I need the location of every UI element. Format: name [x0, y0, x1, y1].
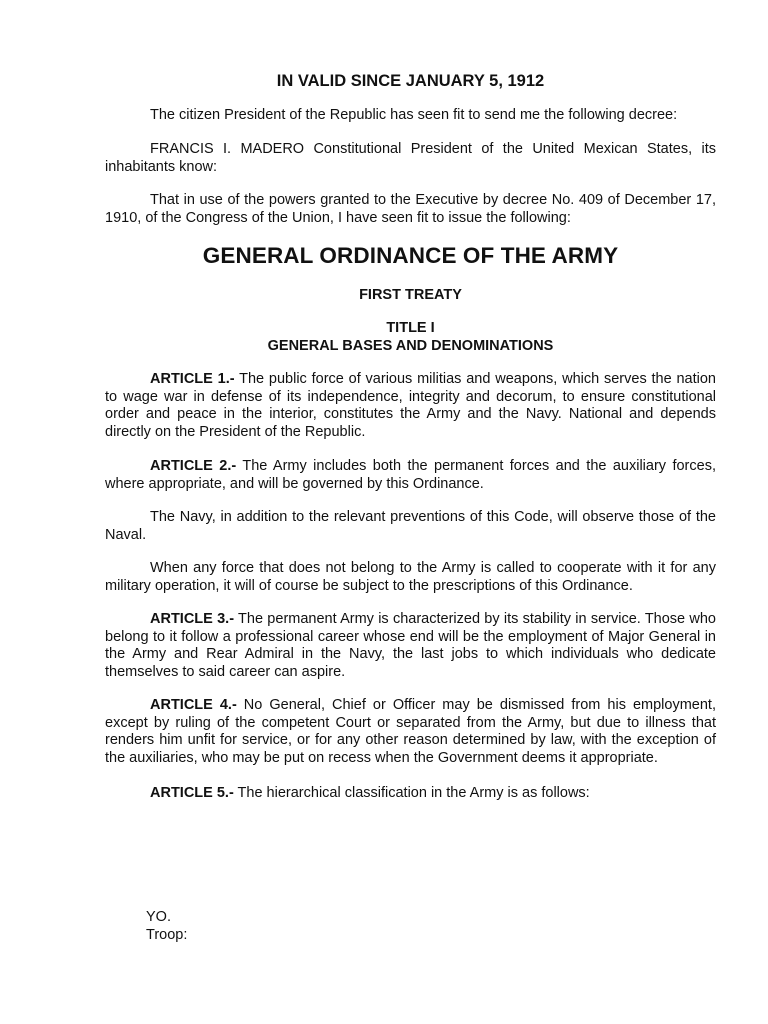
preamble-paragraph-1: The citizen President of the Republic has seen fit to send me the following decree: — [150, 107, 678, 123]
article-2-text: The Army includes both the permanent forces and the auxiliary forces, where appropriate, and will be governed by this Ordinance. — [105, 458, 716, 492]
article-2-label: ARTICLE 2.- — [150, 458, 237, 474]
article-1-text: The public force of various militias and weapons, which serves the nation to wage war in defense of its independence, integrity and decorum, to ensure constitutional order and peace in the interior, constitutes the Army and the Navy. National and depends directly on the President of the Republic. — [105, 371, 716, 440]
title-heading — [105, 320, 716, 355]
yo-line: YO. — [146, 909, 171, 925]
article-3 — [105, 611, 716, 681]
title-number: TITLE I — [386, 320, 435, 336]
article-3-label: ARTICLE 3.- — [150, 611, 235, 627]
document-main-title: GENERAL ORDINANCE OF THE ARMY — [202, 243, 619, 268]
cooperating-force-paragraph: When any force that does not belong to the Army is called to cooperate with it for any military operation, it will of course be subject to the prescriptions of this Ordinance. — [105, 560, 716, 594]
article-1 — [105, 371, 716, 441]
valid-since-heading: IN VALID SINCE JANUARY 5, 1912 — [276, 72, 545, 90]
treaty-heading: FIRST TREATY — [359, 287, 462, 303]
preamble-paragraph-2: FRANCIS I. MADERO Constitutional President of the United Mexican States, its inhabitants know: — [105, 141, 716, 175]
article-5-label: ARTICLE 5.- — [150, 785, 234, 801]
article-1-label: ARTICLE 1.- — [150, 371, 235, 387]
article-3-text: The permanent Army is characterized by its stability in service. Those who belong to it follow a professional career whose end will be the employment of Major General in the Army and Rear Admiral in the Navy, the last jobs to which individuals who dedicate themselves to said career can aspire. — [105, 611, 716, 680]
article-5-text: The hierarchical classification in the Army is as follows: — [233, 785, 590, 801]
troop-line: Troop: — [146, 927, 188, 943]
preamble-paragraph-3: That in use of the powers granted to the Executive by decree No. 409 of December 17, 1910, of the Congress of the Union, I have seen fit to issue the following: — [105, 192, 716, 226]
title-name: GENERAL BASES AND DENOMINATIONS — [267, 337, 554, 354]
article-5 — [105, 785, 716, 803]
article-4-label: ARTICLE 4.- — [150, 697, 237, 713]
navy-paragraph: The Navy, in addition to the relevant preventions of this Code, will observe those of the Naval. — [105, 509, 716, 543]
article-2 — [105, 458, 716, 493]
article-4 — [105, 697, 716, 767]
article-4-text: No General, Chief or Officer may be dismissed from his employment, except by ruling of the competent Court or separated from the Army, but due to illness that renders him unfit for service, or for any other reason determined by law, with the exception of the auxiliaries, who may be put on recess when the Government deems it appropriate. — [105, 697, 716, 766]
